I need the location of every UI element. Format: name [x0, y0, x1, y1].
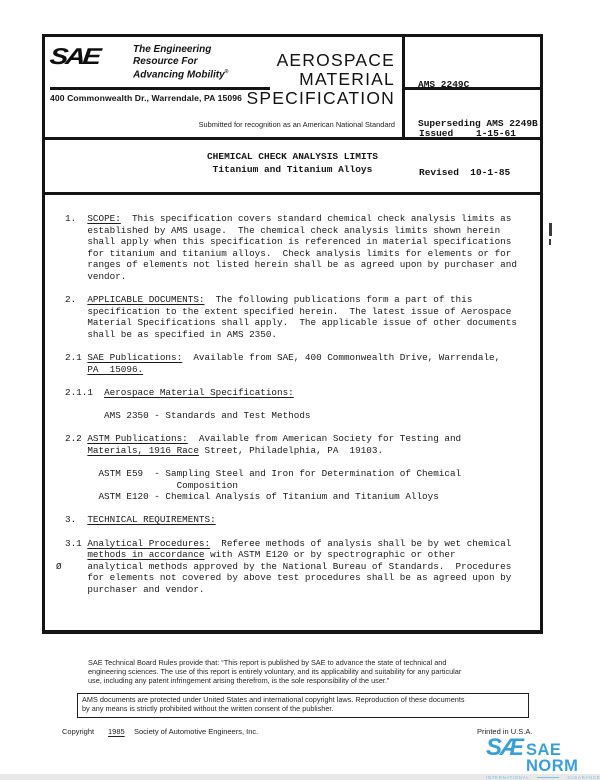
text-segment: PA 15096.	[87, 363, 144, 375]
text-line	[65, 399, 517, 411]
doc-number: AMS 2249C	[418, 79, 470, 90]
document-body	[65, 213, 517, 596]
text-line	[65, 236, 517, 248]
text-segment: AMS 2350 - Standards and Test Methods	[65, 410, 311, 422]
superseding-note: Superseding AMS 2249B	[418, 118, 538, 129]
board-rules-text	[88, 659, 532, 686]
text-segment: ASTM E120 - Chemical Analysis of Titanium and Titanium Alloys	[65, 491, 439, 503]
text-line	[65, 433, 517, 445]
text-segment: The following publications form a part of this	[204, 294, 473, 306]
text-line	[65, 445, 517, 457]
scan-speckle	[549, 223, 552, 236]
text-line	[65, 364, 517, 376]
text-segment: 3.1	[65, 537, 88, 549]
sae-norm-logo-icon: SÆ	[486, 734, 523, 761]
text-line	[65, 271, 517, 283]
tagline-line: The Engineering	[133, 44, 212, 55]
text-segment: 2.	[65, 294, 88, 306]
copyright-year: 1985	[108, 727, 125, 736]
text-segment: for titanium and titanium alloys. Check analysis limits for elements or for	[65, 247, 512, 259]
board-rules-line: SAE Technical Board Rules provide that: “This report is published by SAE to advance the state of technical and	[88, 658, 447, 667]
copyright-owner: Society of Automotive Engineers, Inc.	[134, 727, 259, 736]
text-line	[65, 306, 517, 318]
text-line	[65, 491, 517, 503]
text-segment: with ASTM E120 or by spectrographic or other	[204, 549, 456, 561]
text-segment: ranges of elements not listed herein shall be as agreed upon by purchaser and	[65, 259, 517, 271]
tagline-line: Resource For	[133, 55, 198, 67]
text-line	[65, 352, 517, 364]
sae-norm-watermark	[486, 736, 600, 780]
board-rules-line: use, including any patent infringement arising therefrom, is the sole responsibility of the user.”	[88, 675, 390, 685]
doc-type-line: MATERIAL	[299, 69, 395, 89]
scan-speckle	[549, 239, 551, 245]
registered-mark: ®	[224, 69, 229, 75]
text-segment: ASTM Publications:	[87, 433, 188, 445]
text-segment: This specification covers standard chemical check analysis limits as	[120, 213, 512, 224]
sae-address: 400 Commonwealth Dr., Warrendale, PA 15096	[50, 93, 243, 103]
text-line	[65, 538, 517, 550]
text-segment: Composition	[65, 479, 238, 491]
text-segment: SAE Publications:	[87, 352, 183, 364]
text-segment: shall be as specified in AMS 2350.	[65, 328, 278, 340]
text-segment: TECHNICAL REQUIREMENTS:	[87, 514, 216, 526]
text-segment: methods in accordance	[87, 549, 205, 561]
text-segment	[65, 364, 87, 375]
board-rules-line: engineering sciences. The use of this report is entirely voluntary, and its applicability and suitability for any particular	[88, 666, 462, 676]
text-line	[65, 526, 517, 538]
revised-line: Revised 10-1-85	[419, 167, 511, 178]
text-line	[65, 422, 517, 434]
text-segment: Available from SAE, 400 Commonwealth Drive, Warrendale,	[182, 352, 501, 364]
text-segment: Materials, 1916 Race	[87, 444, 199, 456]
text-segment: established by AMS usage. The chemical check analysis limits shown herein	[65, 224, 501, 236]
text-line	[65, 317, 517, 329]
spec-subtitle: Titanium and Titanium Alloys	[212, 163, 373, 175]
text-line	[65, 225, 517, 237]
submitted-note: Submitted for recognition as an American National Standard	[198, 120, 395, 129]
text-line	[65, 283, 517, 295]
text-segment: Analytical Procedures:	[87, 537, 211, 549]
text-segment	[65, 445, 87, 456]
text-segment: for elements not covered by above test procedures shall be as agreed upon by	[65, 572, 512, 584]
copyright-protection-box	[77, 693, 529, 718]
text-line	[65, 503, 517, 515]
text-line	[65, 259, 517, 271]
text-segment: APPLICABLE DOCUMENTS:	[87, 294, 205, 306]
text-line	[65, 341, 517, 353]
text-segment: ASTM E59 - Sampling Steel and Iron for Determination of Chemical	[65, 468, 462, 480]
copyright-prefix: Copyright	[62, 727, 95, 736]
text-segment: 2.1.1	[65, 386, 105, 398]
text-segment: 2.1	[65, 352, 88, 364]
text-line	[65, 213, 517, 225]
text-segment: Street, Philadelphia, PA 19103.	[198, 444, 384, 456]
text-segment: 3.	[65, 514, 88, 526]
text-segment: Material Specifications shall apply. The applicable issue of other documents	[65, 317, 517, 329]
change-marker: Ø	[56, 561, 62, 572]
text-line	[65, 561, 517, 573]
text-segment: Referee methods of analysis shall be by wet chemical	[210, 537, 512, 549]
text-segment: Available from American Society for Testing and	[187, 433, 462, 445]
sae-norm-text: SAE NORM	[526, 741, 579, 775]
text-line	[65, 387, 517, 399]
text-segment: purchaser and vendor.	[65, 584, 205, 595]
watermark-sub-left: INTERNATIONAL	[486, 775, 530, 780]
text-line	[65, 410, 517, 422]
text-line	[65, 480, 517, 492]
text-line	[65, 514, 517, 526]
spec-frame	[42, 34, 543, 634]
watermark-dash	[537, 777, 559, 778]
doc-type-title	[185, 51, 395, 108]
spec-title: CHEMICAL CHECK ANALYSIS LIMITS	[206, 151, 379, 162]
text-segment: Aerospace Material Specifications:	[104, 386, 294, 398]
copyright-box-line: by any means is strictly prohibited without the written consent of the publisher.	[82, 703, 334, 713]
doc-type-line: SPECIFICATION	[246, 88, 395, 108]
text-line	[65, 456, 517, 468]
text-line	[65, 549, 517, 561]
sae-norm-subtext	[486, 775, 600, 780]
text-segment: SCOPE:	[87, 213, 121, 224]
issued-line: Issued 1-15-61	[419, 128, 516, 139]
tagline-line: Advancing Mobility®	[133, 69, 229, 81]
text-segment	[65, 549, 87, 560]
text-segment: 1.	[65, 213, 88, 224]
text-line	[65, 572, 517, 584]
text-line	[65, 468, 517, 480]
text-segment: shall apply when this specification is referenced in material specifications	[65, 236, 512, 248]
text-line	[65, 329, 517, 341]
text-line	[65, 294, 517, 306]
printed-note: Printed in U.S.A.	[477, 727, 533, 736]
text-segment: specification to the extent specified herein. The latest issue of Aerospace	[65, 305, 512, 317]
sae-logo: SAE	[48, 43, 100, 69]
spec-title-block	[45, 151, 540, 176]
watermark-sub-right: CLEARANCE	[567, 775, 600, 780]
text-line	[65, 375, 517, 387]
text-line	[65, 584, 517, 596]
doc-type-line: AEROSPACE	[276, 50, 395, 70]
text-segment: vendor.	[65, 270, 127, 282]
copyright-box-line: AMS documents are protected under United States and international copyright laws. Reproduction of these documents	[82, 695, 465, 704]
text-line	[65, 248, 517, 260]
text-segment: analytical methods approved by the National Bureau of Standards. Procedures	[65, 560, 512, 572]
text-segment: 2.2	[65, 433, 88, 445]
